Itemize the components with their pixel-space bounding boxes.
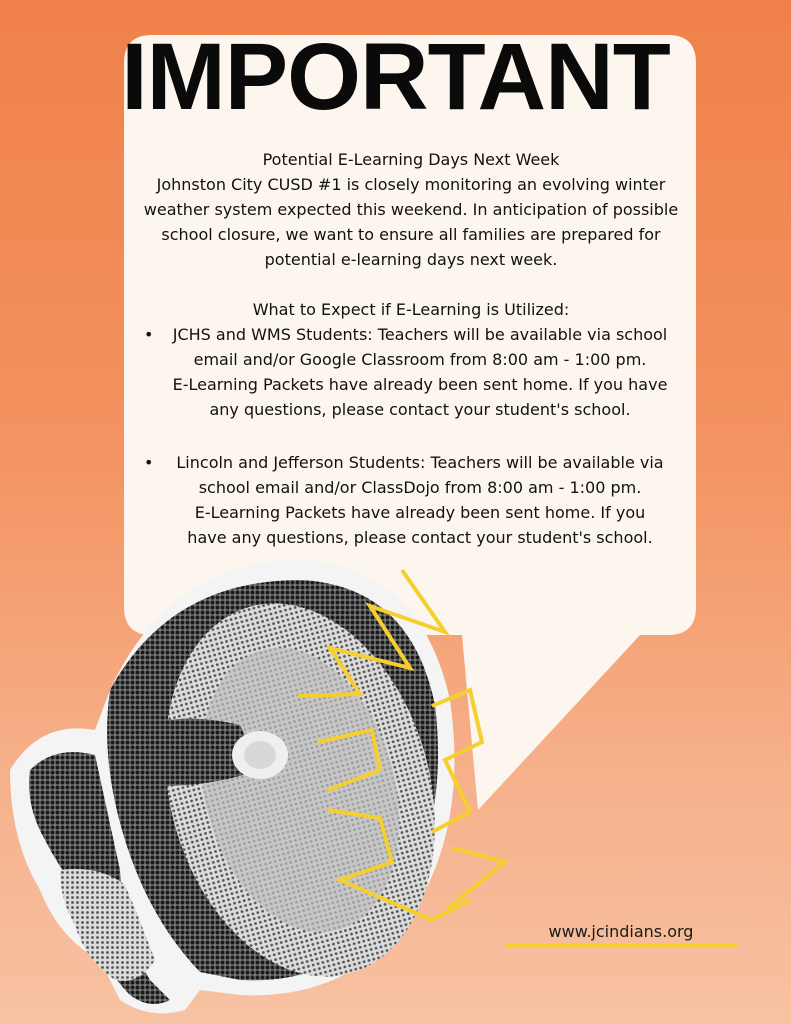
bullet-line: E-Learning Packets have already been sent home. If you have	[172, 375, 668, 394]
intro-line: Johnston City CUSD #1 is closely monitoring an evolving winter	[156, 175, 666, 194]
bullet-line: school email and/or ClassDojo from 8:00 am - 1:00 pm.	[198, 478, 642, 497]
bullet-line: any questions, please contact your student's school.	[209, 400, 631, 419]
intro-line: weather system expected this weekend. In anticipation of possible	[143, 200, 679, 219]
bullet-line: email and/or Google Classroom from 8:00 am - 1:00 pm.	[193, 350, 647, 369]
bullet-icon: •	[144, 325, 154, 344]
expect-heading: What to Expect if E-Learning is Utilized:	[252, 300, 570, 319]
intro-line: potential e-learning days next week.	[264, 250, 558, 269]
bullet-line: Lincoln and Jefferson Students: Teachers will be available via	[176, 453, 664, 472]
headline: IMPORTANT	[121, 24, 670, 130]
intro-line: school closure, we want to ensure all families are prepared for	[161, 225, 661, 244]
website-link[interactable]: www.jcindians.org	[548, 922, 694, 941]
intro-title: Potential E-Learning Days Next Week	[262, 150, 560, 169]
bullet-icon: •	[144, 453, 154, 472]
website-underline	[505, 944, 737, 947]
bullet-line: have any questions, please contact your student's school.	[187, 528, 653, 547]
bullet-line: JCHS and WMS Students: Teachers will be available via school	[172, 325, 668, 344]
bullet-line: E-Learning Packets have already been sent home. If you	[194, 503, 646, 522]
